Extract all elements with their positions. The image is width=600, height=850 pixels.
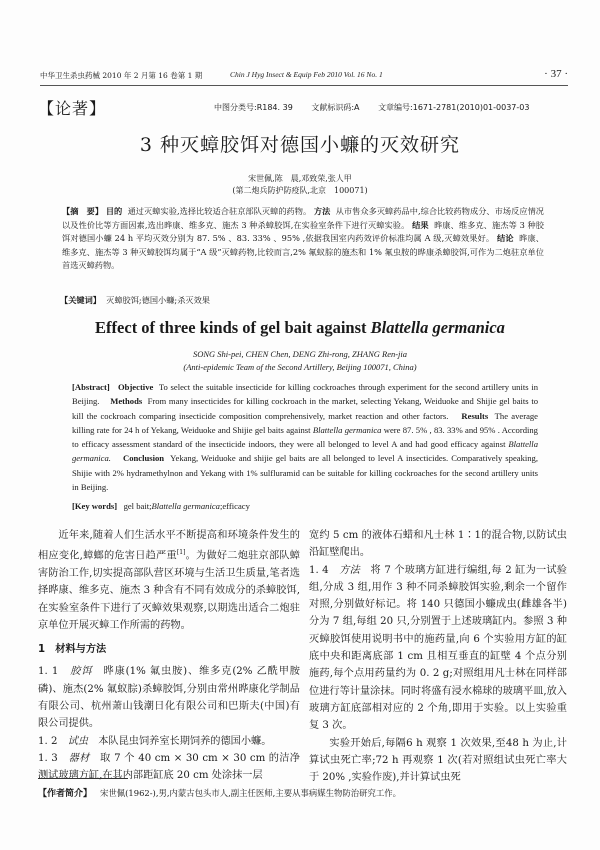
conclusion-en: Yekang, Weiduoke and shijie gel baits are all belonged to level A insecticides. Comparatively speaking, Shijie with 2% hydramethylnon and Yekang with 1% sulfluramid can be suitable for killing cockroaches for the second artillery units in Beijing. [72,453,538,493]
author-note [38,786,401,799]
clc-number: 中图分类号:R184. 39 [214,103,293,112]
methods-cn: 从市售众多灭蟑药品中,综合比较药物成分、市场反应情况以及性价比等方面因素,选出晔康、维多克、施杰 3 种杀蟑胶饵,在实验室条件下进行灭蟑实验。 [62,206,544,230]
objective-label-cn: 目的 [105,206,123,216]
affiliation-cn: (第二炮兵防护防疫队,北京 100071) [232,186,368,195]
journal-name-cn: 中华卫生杀虫药械 2010 年 2 月第 16 卷第 1 期 [40,71,203,80]
continued-paragraph: 宽约 5 cm 的液体石蜡和凡士林 1∶1的混合物,以防试虫沿缸壁爬出。 [309,530,567,559]
author-note-text: 宋世佩(1962-),男,内蒙古包头市人,副主任医师,主要从事病媒生物防治研究工作。 [100,788,401,798]
results-label-cn: 结果 [412,219,429,230]
methods-en: From many insecticides for killing cockroach in the market, selecting Yekang, Weiduoke and Shijie gel baits to kill the cockroach comparing insecticide composition comprehensively, market reaction and other factors. [72,396,539,421]
keywords-cn-text: 灭蟑胶饵;德国小蠊;杀灭效果 [106,295,210,305]
keywords-cn [60,295,210,306]
footnote-divider [38,778,128,779]
author-note-label: 【作者简介】 [38,789,93,799]
classification-info [214,102,545,113]
citation-ref: [1] [176,549,186,557]
header-divider [40,85,568,86]
title-en: Effect of three kinds of gel bait against Blattella germanica [95,318,505,337]
intro-paragraph: 近年来,随着人们生活水平不断提高和环境条件发生的相应变化,蟑螂的危害日趋严重[1]。为做好二炮驻京部队蟑害防治工作,切实提高部队营区环境与生活卫生质量,笔者选择晔康、维多克、施杰 3 种含有不同有效成分的杀蟑胶饵,在实验室条件下进行了灭蟑效果观察,以期选出适合二炮驻京单位开展灭蟑工作所需的药物。 [38,530,300,631]
body-column-left [38,527,300,785]
methods-label-en: Methods [110,396,143,407]
abstract-en: [Abstract] Objective To select the suitable insecticide for killing cockroaches through experiment for the second artillery units in Beijing. Methods From many insecticides for killing cockroach in the market, selecting Yekang, Weiduoke and Shijie gel baits to kill the cockroach comparing insecticide composition comprehensively, market reaction and other factors. Results The average killing rate for 24 h of Yekang, Weiduoke and Shijie gel baits against Blattella germanica were 87. 5% , 83. 33% and 95% . According to efficacy assessment standard of the insecticide indoors, they were all belonged to level A and had good efficacy against Blattella germanica. Conclusion Yekang, Weiduoke and shijie gel baits are all belonged to level A insecticides. Comparatively speaking, Shijie with 2% hydramethylnon and Yekang with 1% sulfluramid can be suitable for killing cockroaches for the second artillery units in Beijing. [72,382,539,493]
objective-label-en: Objective [117,382,154,392]
affiliation-en: (Anti-epidemic Team of the Second Artillery, Beijing 100071, China) [183,362,417,372]
method-paragraph-2: 实验开始后,每隔6 h 观察 1 次效果,至48 h 为止,计算试虫死亡率;72 h 再观察 1 次(若对照组试虫死亡率大于 20% ,实验作废),并计算试虫死 [309,737,567,784]
keywords-en: [Key words] gel bait;Blattella germanica;efficacy [72,501,250,511]
journal-name-en: Chin J Hyg Insect & Equip Feb 2010 Vol. 16 No. 1 [230,70,383,79]
section-heading-materials-methods: 1 材料与方法 [38,644,107,656]
body-column-right [309,527,567,786]
conclusion-label-en: Conclusion [123,453,165,464]
methods-label-cn: 方法 [313,206,331,216]
conclusion-cn: 晔康、维多克、施杰等 3 种灭蟑胶饵均属于“A 级”灭蟑药物,比较而言,2% 氟蚁腙的施杰和 1% 氟虫胺的晔康杀蟑胶饵,可作为二炮驻京单位首选灭蟑药物。 [62,233,544,270]
subsection-1-2: 1. 2 试虫 本队昆虫饲养室长期饲养的德国小蠊。 [38,735,272,747]
subsection-1-4: 1. 4 方法 将 7 个玻璃方缸进行编组,每 2 缸为一试验组,分成 3 组,用作 3 种不同杀蟑胶饵实验,剩余一个留作对照,分别做好标记。将 140 只德国小蠊成虫(雌雄各半)分为 7 组,每组 20 只,分别置于上述玻璃缸内。参照 3 种灭蟑胶饵使用说明书中的施药量,向 6 个实验用方缸的缸底中央和距离底部 1 cm 且相互垂直的缸壁 4 个点分别施药,每个点用药量约为 0. 2 g;对照组用凡士林在同样部位进行等计量涂抹。同时将盛有浸水棉球的玻璃平皿,放入玻璃方缸底部相对应的 2 个角,即用于实验。以上实验重复 3 次。 [309,564,567,732]
results-label-en: Results [461,410,489,421]
abstract-cn-label: 【摘 要】 [62,206,104,216]
page-number: · 37 · [544,68,568,80]
authors-cn: 宋世佩,陈 晨,邓致荣,张人甲 [248,174,352,183]
keywords-cn-label: 【关键词】 [60,295,101,305]
authors-en: SONG Shi-pei, CHEN Chen, DENG Zhi-rong, ZHANG Ren-jia [192,349,408,359]
abstract-cn [62,205,544,273]
abstract-en-label: [Abstract] [72,382,110,392]
results-cn: 晔康、维多克、施杰等 3 种胶饵对德国小蠊 24 h 平均灭效分别为 87. 5% 、83. 33% 、95% ,依据我国室内药效评价标准均属 A 级,灭蟑效果好。 [62,219,544,243]
article-number: 文章编号:1671-2781(2010)01-0037-03 [378,103,530,112]
keywords-en-label: [Key words] [72,501,118,511]
section-tag: 【论著】 [38,99,107,118]
objective-cn: 通过灭蟑实验,选择比较适合驻京部队灭蟑的药物。 [127,206,312,216]
subsection-1-1: 1. 1 胶饵 晔康(1% 氟虫胺)、维多克(2% 乙酰甲胺磷)、施杰(2% 氟蚁腙)杀蟑胶饵,分别由常州晔康化学制品有限公司、杭州萧山钱潮日化有限公司和巴斯夫(中国)有限公司提供。 [38,666,300,730]
subsection-1-3: 1. 3 器材 取 7 个 40 cm × 30 cm × 30 cm 的洁净测试玻璃方缸,在其内部距缸底 20 cm 处涂抹一层 [38,752,300,782]
objective-en: To select the suitable insecticide for killing cockroaches through experiment for the second artillery units in Beijing. [72,382,539,407]
title-cn: 3 种灭蟑胶饵对德国小蠊的灭效研究 [139,134,461,156]
conclusion-label-cn: 结论 [497,233,514,243]
title-en-species: Blattella germanica [370,318,505,337]
document-code: 文献标识码:A [311,103,360,112]
